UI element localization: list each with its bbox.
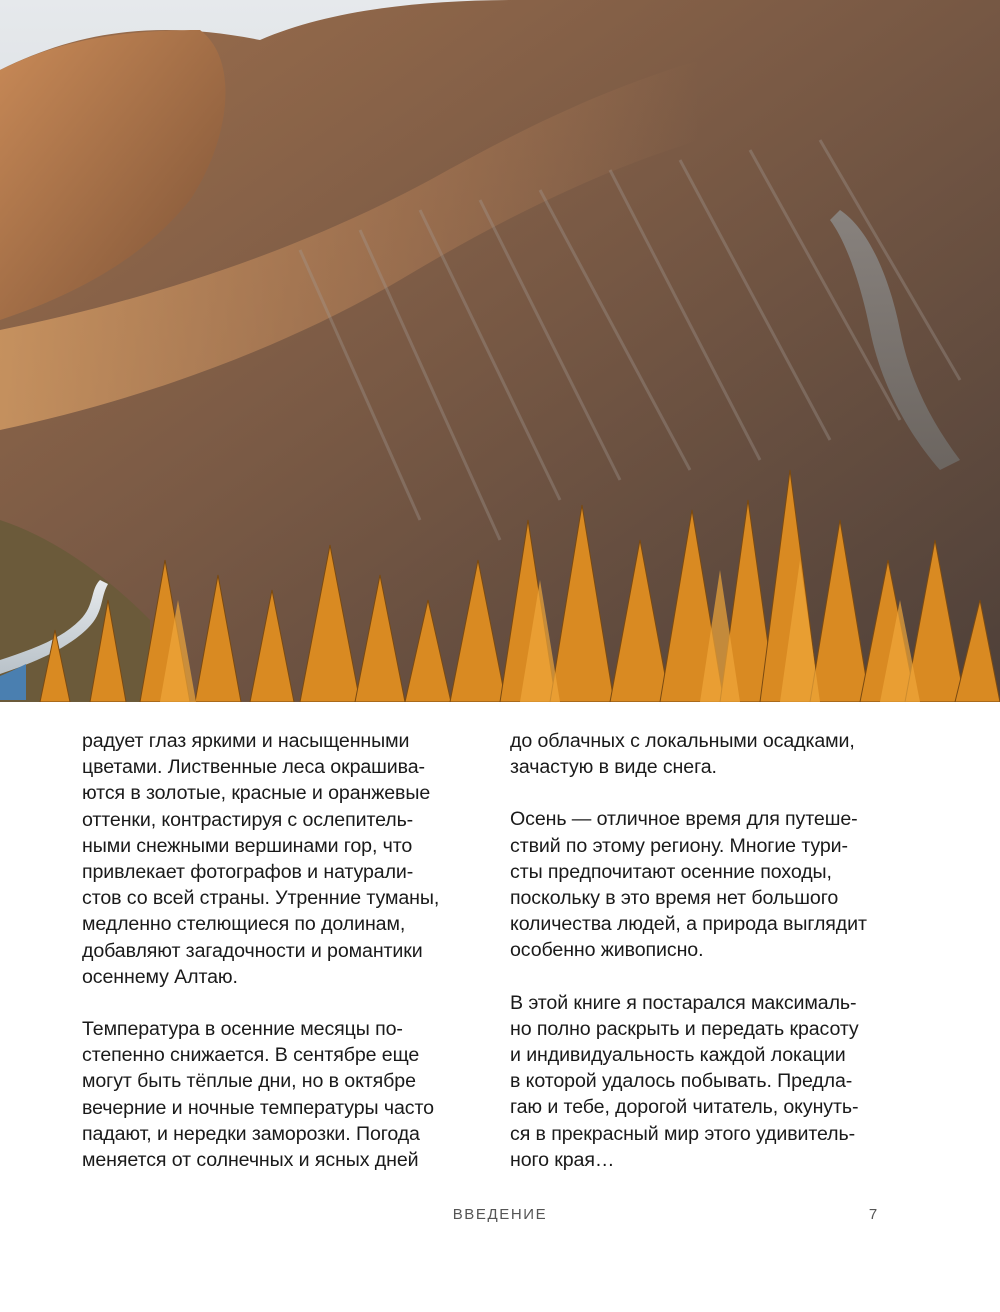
text-line: стов со всей страны. Утренние туманы, — [82, 887, 440, 910]
text-line: и индивидуальность каждой локации — [510, 1044, 846, 1067]
text-line: Температура в осенние месяцы по- — [82, 1018, 403, 1041]
running-footer-section: ВВЕДЕНИЕ — [452, 1206, 548, 1223]
text-line: радует глаз яркими и насыщенными — [82, 730, 410, 752]
text-line: В этой книге я постарался максималь- — [510, 991, 857, 1014]
text-line: особенно живописно. — [510, 939, 704, 962]
text-line: поскольку в это время нет большого — [510, 887, 839, 910]
text-line: падают, и нередки заморозки. Погода — [82, 1122, 420, 1145]
text-line: степенно снижается. В сентябре еще — [82, 1044, 420, 1067]
paragraph — [82, 728, 454, 990]
text-line: количества людей, а природа выглядит — [510, 913, 867, 936]
text-line: ся в прекрасный мир этого удивитель- — [510, 1122, 856, 1145]
text-line: меняется от солнечных и ясных дней — [82, 1149, 419, 1172]
text-line: ного края… — [510, 1148, 615, 1171]
paragraph — [82, 1016, 454, 1173]
text-line: гаю и тебе, дорогой читатель, окунуть- — [510, 1096, 859, 1119]
text-line: осеннему Алтаю. — [82, 965, 238, 988]
text-line: привлекает фотографов и натурали- — [82, 861, 414, 884]
paragraph — [510, 728, 882, 780]
text-line: но полно раскрыть и передать красоту — [510, 1017, 859, 1040]
paragraph — [510, 806, 882, 963]
text-line: ются в золотые, красные и оранжевые — [82, 782, 431, 805]
text-line: ствий по этому региону. Многие тури- — [510, 834, 848, 857]
page-number: 7 — [868, 1206, 878, 1223]
right-text-column — [510, 728, 882, 1199]
text-line: цветами. Лиственные леса окрашива- — [82, 756, 425, 779]
text-line: Осень — отличное время для путеше- — [510, 808, 858, 831]
text-line: оттенки, контрастируя с ослепитель- — [82, 808, 414, 831]
text-line: зачастую в виде снега. — [510, 756, 717, 779]
text-line: сты предпочитают осенние походы, — [510, 860, 832, 883]
text-line: ными снежными вершинами гор, что — [82, 834, 413, 857]
text-line: до облачных с локальными осадками, — [510, 730, 855, 752]
text-line: добавляют загадочности и романтики — [82, 939, 423, 962]
text-line: вечерние и ночные температуры часто — [82, 1096, 434, 1119]
paragraph — [510, 990, 882, 1173]
text-line: в которой удалось побывать. Предла- — [510, 1070, 853, 1093]
text-line: медленно стелющиеся по долинам, — [82, 913, 406, 936]
left-text-column — [82, 728, 454, 1199]
text-line: могут быть тёплые дни, но в октябре — [82, 1070, 416, 1093]
